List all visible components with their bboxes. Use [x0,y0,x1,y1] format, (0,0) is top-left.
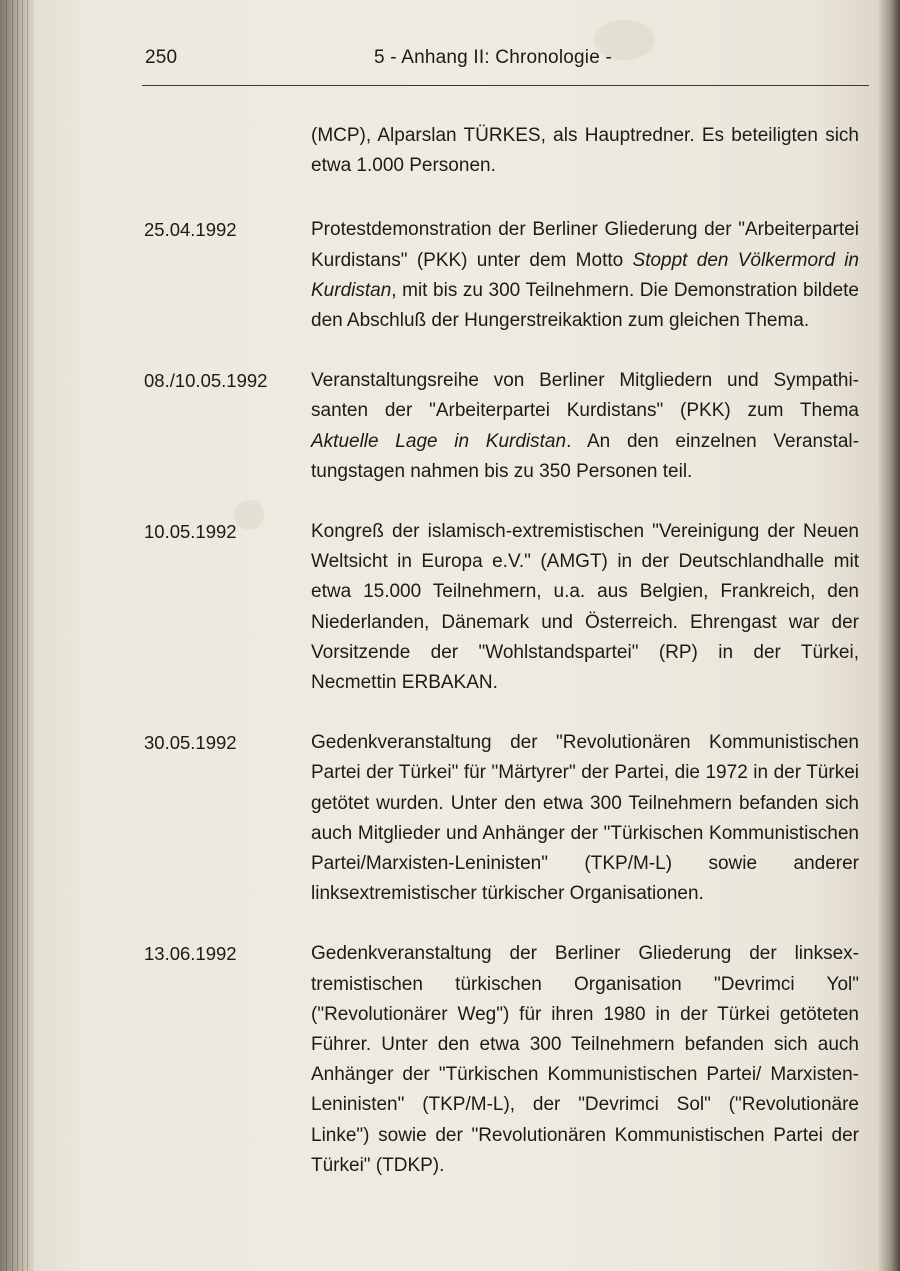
entry-text [311,728,859,909]
entry-date: 25.04.1992 [144,219,237,241]
entry-text [311,121,859,181]
entry-date: 30.05.1992 [144,732,237,754]
entry-text-segment: (MCP), Alparslan TÜRKES, als Hauptredner. Es beteiligten sich etwa 1.000 Personen. [311,125,859,177]
entry-text [311,215,859,336]
running-header: 5 - Anhang II: Chronologie - [374,47,612,68]
entry-date [144,121,311,181]
book-binding-left [0,0,36,1271]
entry-text [311,517,859,698]
entry-text-italic: Aktuelle Lage in Kurdistan [311,430,567,452]
entry-text [311,939,859,1181]
entry-text-italic: Stoppt den Völkermord in Kurdistan [311,249,859,301]
entry-text-segment: . An den einzelnen Veranstaltungstagen nahmen bis zu 350 Personen teil. [311,430,859,482]
entry-text-segment: , mit bis zu 300 Teilnehmern. Die Demonstration bildete den Abschluß der Hungerstreikaktion zum gleichen Thema. [311,279,859,332]
entry-date: 13.06.1992 [144,943,237,965]
chronology-entry [144,121,864,181]
chronology-entry [144,215,864,336]
entry-date: 08./10.05.1992 [144,370,268,392]
book-edge-right [878,0,900,1271]
entry-text-segment: Veranstaltungsreihe von Berliner Mitgliedern und Sympathisanten der "Arbeiterpartei Kurdistans" (PKK) zum Thema [311,370,859,422]
entry-text-segment: Kongreß der islamisch-extremistischen "Vereinigung der Neuen Weltsicht in Europa e.V." (AMGT) in der Deutschlandhalle mit etwa 15.000 Teilnehmern, u.a. aus Belgien, Frankreich, den Niederlanden, Dänemark und Österreich. Ehrengast war der Vorsitzende der "Wohlstandspartei" (RP) in der Türkei, Necmettin ERBAKAN. [311,521,859,694]
chronology-entry [144,939,864,1181]
entry-date: 10.05.1992 [144,521,237,543]
chronology-entry [144,366,864,487]
entry-text-segment: Gedenkveranstaltung der Berliner Gliederung der linksextremistischen türkischen Organisation "Devrimci Yol" ("Revolutionärer Weg") für ihren 1980 in der Türkei getöteten Führer. Unter den etwa 300 Teilnehmern befanden sich auch Anhänger der "Türkischen Kommunistischen Partei/ Marxisten-Leninisten" (TKP/M-L), der "Devrimci Sol" ("Revolutionäre Linke") sowie der "Revolutionären Kommunistischen Partei der Türkei" (TDKP). [311,943,859,1176]
chronology-list [144,121,864,1211]
chronology-entry [144,728,864,909]
header-rule [142,85,869,86]
entry-text [311,366,859,487]
chronology-entry [144,517,864,698]
page-number: 250 [145,47,178,68]
entry-text-segment: Protestdemonstration der Berliner Gliederung der "Arbeiterpartei Kurdistans" (PKK) unter dem Motto [311,219,859,271]
book-page [34,0,880,1271]
entry-text-segment: Gedenkveranstaltung der "Revolutionären Kommunistischen Partei der Türkei" für "Märtyrer" der Partei, die 1972 in der Türkei getötet wurden. Unter den etwa 300 Teilnehmern befanden sich auch Mitglieder und Anhänger der "Türkischen Kommunistischen Partei/Marxisten-Leninisten" (TKP/M-L) sowie anderer linksextremistischer türkischer Organisationen. [311,732,859,905]
